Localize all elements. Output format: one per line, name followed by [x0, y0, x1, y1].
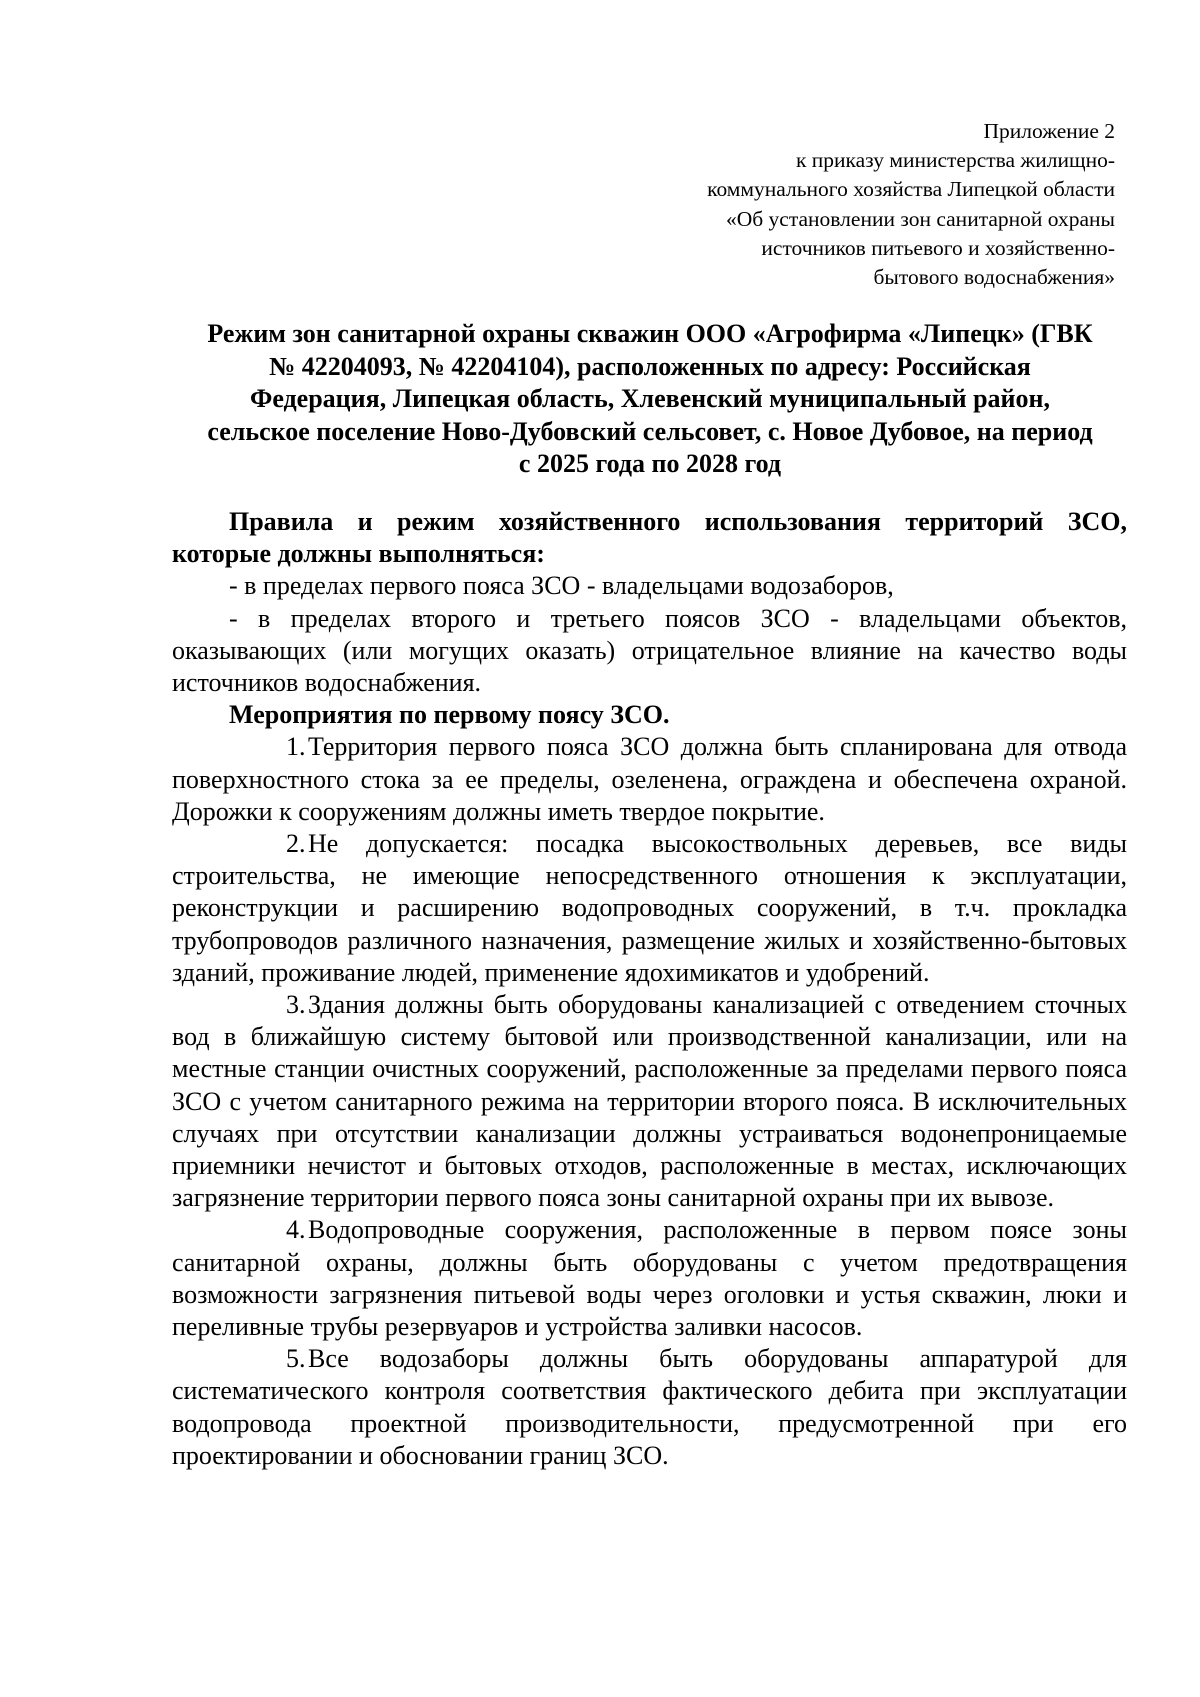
rules-bullet-second-third-belt: - в пределах второго и третьего поясов ЗСО - владельцами объектов, оказывающих (или могущих оказать) отрицательное влияние на качество воды источников водоснабжения. [172, 603, 1127, 698]
appendix-header [707, 117, 1115, 292]
title-line: № 42204093, № 42204104), расположенных по адресу: Российская [269, 351, 1031, 381]
appendix-line: к приказу министерства жилищно- [795, 148, 1115, 173]
list-item [172, 1214, 1127, 1343]
rules-heading-line2: которые должны выполняться: [172, 539, 545, 569]
item-number: 1. [286, 732, 306, 762]
list-item [172, 1343, 1127, 1472]
item-number: 3. [286, 990, 306, 1020]
rules-heading-line1: Правила и режим хозяйственного использования территорий ЗСО, [229, 507, 1127, 536]
document-title [170, 318, 1130, 481]
item-text: Водопроводные сооружения, расположенные в первом поясе зоны санитарной охраны, должны быть оборудованы с учетом предотвращения возможности загрязнения питьевой воды через оголовки и устья скважин, люки и переливные трубы резервуаров и устройства заливки насосов. [172, 1215, 1127, 1342]
document-body [172, 506, 1127, 1472]
list-item [172, 731, 1127, 828]
rules-heading [172, 506, 1127, 538]
item-text: Не допускается: посадка высокоствольных деревьев, все виды строительства, не имеющие непосредственного отношения к эксплуатации, реконструкции и расширению водопроводных сооружений, в т.ч. прокладка трубопроводов различного назначения, размещение жилых и хозяйственно-бытовых зданий, проживание людей, применение ядохимикатов и удобрений. [172, 829, 1127, 987]
list-item [172, 828, 1127, 989]
appendix-line: Приложение 2 [983, 119, 1115, 143]
item-text: Территория первого пояса ЗСО должна быть спланирована для отвода поверхностного стока за ее пределы, озеленена, ограждена и обеспечена охраной. Дорожки к сооружениям должны иметь твердое покрытие. [172, 732, 1127, 826]
item-number: 2. [286, 829, 306, 859]
title-line: Федерация, Липецкая область, Хлевенский муниципальный район, [249, 384, 1051, 413]
item-number: 5. [286, 1344, 306, 1374]
appendix-line: источников питьевого и хозяйственно- [761, 235, 1115, 260]
title-line: Режим зон санитарной охраны скважин ООО «Агрофирма «Липецк» (ГВК [207, 319, 1093, 348]
rules-bullet-first-belt: - в пределах первого пояса ЗСО - владельцами водозаборов, [229, 571, 894, 601]
first-belt-heading: Мероприятия по первому поясу ЗСО. [229, 700, 670, 730]
item-text: Здания должны быть оборудованы канализацией с отведением сточных вод в ближайшую систему бытовой или производственной канализации, или на местные станции очистных сооружений, расположенные за пределами первого пояса ЗСО с учетом санитарного режима на территории второго пояса. В исключительных случаях при отсутствии канализации должны устраиваться водонепроницаемые приемники нечистот и бытовых отходов, расположенные в местах, исключающих загрязнение территории первого пояса зоны санитарной охраны при их вывозе. [172, 990, 1127, 1213]
appendix-line: бытового водоснабжения» [873, 265, 1115, 290]
title-line: с 2025 года по 2028 год [518, 449, 782, 478]
list-item [172, 989, 1127, 1214]
appendix-line: «Об установлении зон санитарной охраны [725, 206, 1115, 231]
item-text: Все водозаборы должны быть оборудованы аппаратурой для систематического контроля соответствия фактического дебита при эксплуатации водопровода проектной производительности, предусмотренной при его проектировании и обосновании границ ЗСО. [172, 1344, 1127, 1470]
item-number: 4. [286, 1215, 306, 1245]
appendix-line: коммунального хозяйства Липецкой области [707, 177, 1115, 202]
title-line: сельское поселение Ново-Дубовский сельсовет, с. Новое Дубовое, на период [207, 416, 1093, 446]
